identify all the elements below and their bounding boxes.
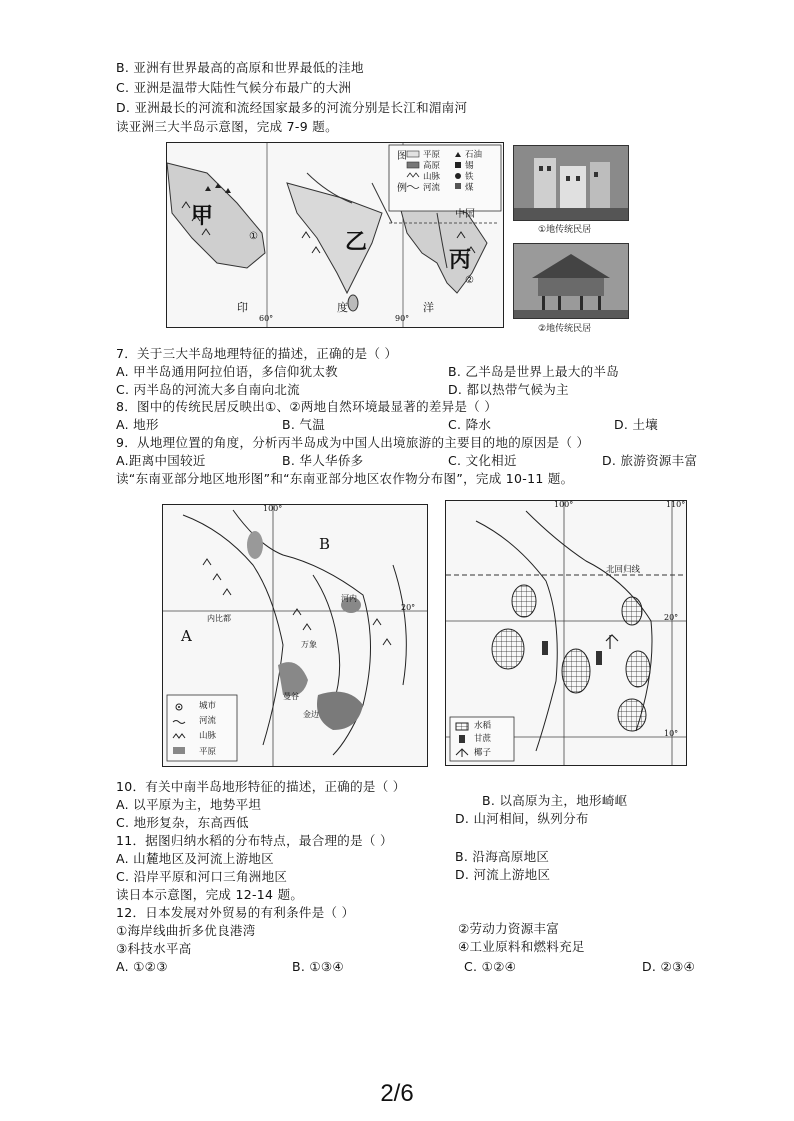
legend-tin: 锡 <box>465 161 474 171</box>
q9-option-a: A.距离中国较近 <box>116 453 206 468</box>
legend-rice: 水稻 <box>474 721 492 731</box>
asia-peninsulas-map <box>166 142 504 328</box>
q12-option-c: C. ①②④ <box>464 959 517 974</box>
q7-stem: 7．关于三大半岛地理特征的描述，正确的是（ ） <box>116 346 398 361</box>
map2-lat: 20° <box>401 603 416 612</box>
option-d-line: D. 亚洲最长的河流和流经国家最多的河流分别是长江和湄南河 <box>116 100 468 115</box>
photo1-drawing <box>514 146 628 220</box>
legend-river-2: 河流 <box>199 716 217 726</box>
photo-dwelling-1 <box>513 145 629 221</box>
label-bing: 丙 <box>449 247 472 273</box>
legend-plateau: 高原 <box>423 161 441 171</box>
q12-item-3: ③科技水平高 <box>116 941 192 956</box>
map1-legend-title: 图 <box>397 151 407 162</box>
intro-7-9: 读亚洲三大半岛示意图，完成 7-9 题。 <box>116 119 338 134</box>
q7-option-c: C. 丙半岛的河流大多自南向北流 <box>116 382 300 397</box>
label-yi: 乙 <box>345 229 368 255</box>
q11-option-c: C. 沿岸平原和河口三角洲地区 <box>116 869 288 884</box>
map3-lon-a: 100° <box>554 500 574 509</box>
q12-stem: 12．日本发展对外贸易的有利条件是（ ） <box>116 905 355 920</box>
photo2-drawing <box>514 244 628 318</box>
q9-stem: 9．从地理位置的角度，分析丙半岛成为中国人出境旅游的主要目的地的原因是（ ） <box>116 435 590 450</box>
q10-option-b: B. 以高原为主，地形崎岖 <box>482 793 628 808</box>
q12-option-d: D. ②③④ <box>642 959 695 974</box>
q12-item-4: ④工业原料和燃料充足 <box>458 939 585 954</box>
q11-option-d: D. 河流上游地区 <box>455 867 551 882</box>
photo1-caption: ①地传统民居 <box>538 225 592 235</box>
q10-option-d: D. 山河相间，纵列分布 <box>455 811 589 826</box>
map2-lon: 100° <box>263 504 283 513</box>
lon-label-a: 60° <box>259 314 274 323</box>
q9-option-d: D. 旅游资源丰富 <box>602 453 698 468</box>
se-asia-terrain-map <box>162 504 428 767</box>
q10-option-a: A. 以平原为主，地势平坦 <box>116 797 262 812</box>
label-china: 中国 <box>455 209 475 220</box>
legend-city: 城市 <box>199 701 217 711</box>
q12-item-2: ②劳动力资源丰富 <box>458 921 560 936</box>
q8-option-d: D. 土壤 <box>614 417 659 432</box>
label-jia: 甲 <box>191 203 214 229</box>
q7-option-b: B. 乙半岛是世界上最大的半岛 <box>448 364 620 379</box>
map1-legend-side: 例 <box>397 183 407 194</box>
map1-drawing <box>167 143 503 327</box>
q11-option-b: B. 沿海高原地区 <box>455 849 550 864</box>
label-a: A <box>181 627 192 645</box>
mark-2: ② <box>465 275 474 286</box>
legend-mountain-2: 山脉 <box>199 731 217 741</box>
q12-item-1: ①海岸线曲折多优良港湾 <box>116 923 256 938</box>
q10-stem: 10．有关中南半岛地形特征的描述，正确的是（ ） <box>116 779 406 794</box>
legend-mountain: 山脉 <box>423 172 441 182</box>
q9-option-b: B. 华人华侨多 <box>282 453 364 468</box>
page-number: 2/6 <box>380 1080 414 1107</box>
city-phnompenh: 金边 <box>303 710 319 719</box>
map3-lat-a: 20° <box>664 613 679 622</box>
map3-lat-b: 10° <box>664 729 679 738</box>
map3-lon-b: 110° <box>666 500 686 509</box>
q11-stem: 11．据图归纳水稻的分布特点，最合理的是（ ） <box>116 833 393 848</box>
q8-stem: 8．图中的传统民居反映出①、②两地自然环境最显著的差异是（ ） <box>116 399 498 414</box>
map2-drawing <box>163 505 427 766</box>
legend-plain-2: 平原 <box>199 747 217 757</box>
tropic-label: 北回归线 <box>606 565 641 575</box>
intro-12-14: 读日本示意图，完成 12-14 题。 <box>116 887 304 902</box>
legend-coconut: 椰子 <box>474 748 492 758</box>
option-b-line: B. 亚洲有世界最高的高原和世界最低的洼地 <box>116 60 364 75</box>
option-c-line: C. 亚洲是温带大陆性气候分布最广的大洲 <box>116 80 352 95</box>
photo-dwelling-2 <box>513 243 629 319</box>
city-vientiane: 万象 <box>301 640 317 649</box>
q8-option-b: B. 气温 <box>282 417 326 432</box>
label-b: B <box>319 535 331 553</box>
q7-option-d: D. 都以热带气候为主 <box>448 382 569 397</box>
lon-label-b: 90° <box>395 314 410 323</box>
mark-1: ① <box>249 231 258 242</box>
legend-river: 河流 <box>423 183 441 193</box>
q12-option-a: A. ①②③ <box>116 959 168 974</box>
legend-plain: 平原 <box>423 150 441 160</box>
q9-option-c: C. 文化相近 <box>448 453 517 468</box>
ocean-label-1: 印 <box>237 301 248 314</box>
q7-option-a: A. 甲半岛通用阿拉伯语，多信仰犹太教 <box>116 364 338 379</box>
q11-option-a: A. 山麓地区及河流上游地区 <box>116 851 274 866</box>
q10-option-c: C. 地形复杂，东高西低 <box>116 815 249 830</box>
photo2-caption: ②地传统民居 <box>538 324 592 334</box>
ocean-label-2: 度 <box>337 301 348 314</box>
legend-coal: 煤 <box>465 183 474 193</box>
ocean-label-3: 洋 <box>423 301 434 314</box>
city-bangkok: 曼谷 <box>283 692 299 701</box>
q8-option-a: A. 地形 <box>116 417 159 432</box>
legend-oil: 石油 <box>465 150 483 160</box>
se-asia-crop-map <box>445 500 687 766</box>
city-hanoi: 河内 <box>341 594 357 603</box>
legend-sugarcane: 甘蔗 <box>474 734 492 744</box>
q8-option-c: C. 降水 <box>448 417 492 432</box>
intro-10-11: 读“东南亚部分地区地形图”和“东南亚部分地区农作物分布图”，完成 10-11 题。 <box>116 471 574 486</box>
city-naypyidaw: 内比都 <box>207 614 231 623</box>
legend-iron: 铁 <box>465 172 474 182</box>
q12-option-b: B. ①③④ <box>292 959 344 974</box>
